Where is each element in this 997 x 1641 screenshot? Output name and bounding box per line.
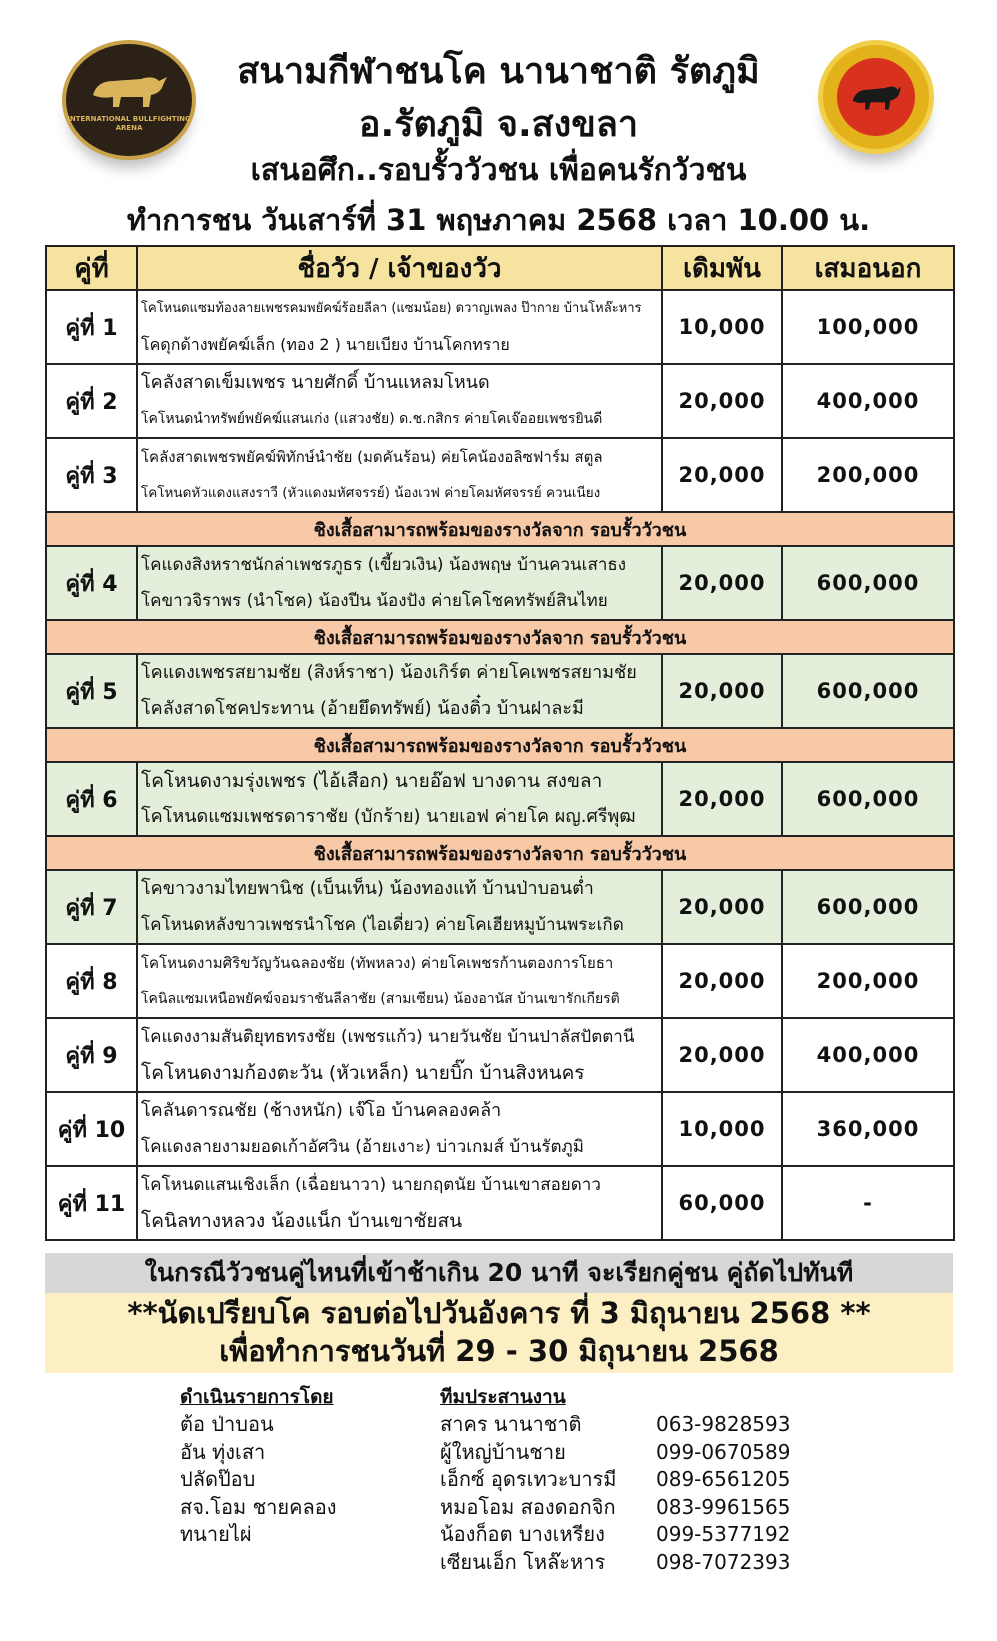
draw-amount: 600,000 — [782, 654, 954, 728]
draw-amount: 400,000 — [782, 1018, 954, 1092]
draw-amount: - — [782, 1166, 954, 1240]
organizer-name: ทนายไผ่ — [180, 1522, 252, 1546]
bull-red-corner: โคโหนดแสนเชิงเล็ก (เฉื่อยนาวา) นายกฤตนัย บ้านเขาสอยดาว — [141, 1175, 601, 1195]
bet-amount: 20,000 — [662, 654, 782, 728]
prize-text: ชิงเสื้อสามารถพร้อมของรางวัลจาก รอบรั้ววัวชน — [46, 620, 954, 654]
bet-amount: 20,000 — [662, 1018, 782, 1092]
table-row — [46, 1092, 954, 1166]
draw-amount: 600,000 — [782, 762, 954, 836]
bet-amount: 10,000 — [662, 1092, 782, 1166]
roprua-logo — [818, 40, 934, 154]
team-member — [440, 1411, 790, 1439]
bull-red-corner: โคแดงเพชรสยามชัย (สิงห์ราชา) น้องเกิร์ต ค่ายโคเพชรสยามชัย — [141, 662, 637, 683]
bull-names — [137, 654, 662, 728]
bull-blue-corner: โคนิลทางหลวง น้องแน็ก บ้านเขาชัยสน — [141, 1210, 463, 1232]
bull-names — [137, 1018, 662, 1092]
member-name: สาคร นานาชาติ — [440, 1412, 582, 1436]
draw-amount: 200,000 — [782, 438, 954, 512]
member-phone: 099-0670589 — [656, 1439, 791, 1464]
bet-amount: 20,000 — [662, 364, 782, 438]
bull-red-corner: โคโหนดงามศิริขวัญวันฉลองชัย (ทัพหลวง) ค่ายโคเพชรก้านตองการโยธา — [141, 954, 614, 972]
bull-blue-corner: โคแดงลายงามยอดเก้าอัศวิน (อ้ายเงาะ) บ่าวเกมส์ บ้านรัตภูมิ — [141, 1137, 584, 1157]
bet-amount: 20,000 — [662, 870, 782, 944]
draw-amount: 100,000 — [782, 290, 954, 364]
bet-amount: 60,000 — [662, 1166, 782, 1240]
bull-names — [137, 944, 662, 1018]
bull-red-corner: โคลังสาดเข็มเพชร นายศักดิ์ บ้านแหลมโหนด — [141, 372, 490, 393]
draw-amount: 360,000 — [782, 1092, 954, 1166]
next-round-notice — [45, 1293, 953, 1373]
bet-amount: 20,000 — [662, 438, 782, 512]
bull-names — [137, 438, 662, 512]
bull-blue-corner: โคนิลแซมเหนือพยัคฆ์จอมราชันลีลาชัย (สามเซียน) น้องอานัส บ้านเขารักเกียรติ — [141, 991, 620, 1007]
bull-blue-corner: โคขาวจิราพร (นำโชค) น้องปีน น้องปัง ค่ายโคโชคทรัพย์สินไทย — [141, 591, 608, 611]
prize-banner — [46, 512, 954, 546]
bull-names — [137, 762, 662, 836]
draw-amount: 200,000 — [782, 944, 954, 1018]
pair-number: คู่ที่ 3 — [46, 438, 137, 512]
member-phone: 099-5377192 — [656, 1522, 791, 1546]
late-notice: ในกรณีวัวชนคู่ไหนที่เข้าช้าเกิน 20 นาที จะเรียกคู่ชน คู่ถัดไปทันที — [45, 1253, 953, 1293]
bull-names — [137, 1166, 662, 1240]
table-row — [46, 290, 954, 364]
bull-names — [137, 1092, 662, 1166]
table-row — [46, 438, 954, 512]
pair-number: คู่ที่ 5 — [46, 654, 137, 728]
next-round-date: **นัดเปรียบโค รอบต่อไปวันอังคาร ที่ 3 มิถุนายน 2568 ** — [127, 1296, 871, 1330]
pair-number: คู่ที่ 8 — [46, 944, 137, 1018]
header — [0, 0, 997, 240]
bull-red-corner: โคโหนดงามรุ่งเพชร (ไอ้เสือก) นายอ๊อฟ บางดาน สงขลา — [141, 770, 603, 792]
prize-banner — [46, 620, 954, 654]
bull-red-corner: โคขาวงามไทยพานิช (เบ็นเท็น) น้องทองแท้ บ้านป่าบอนต่ำ — [141, 878, 594, 899]
bull-blue-corner: โคดุกด้างพยัคฆ์เล็ก (ทอง 2 ) นายเบียง บ้านโคกทราย — [141, 335, 510, 354]
prize-text: ชิงเสื้อสามารถพร้อมของรางวัลจาก รอบรั้ววัวชน — [46, 728, 954, 762]
bet-amount: 10,000 — [662, 290, 782, 364]
arena-logo-text: INTERNATIONAL BULLFIGHTING ARENA — [67, 115, 191, 132]
table-row — [46, 762, 954, 836]
pair-number: คู่ที่ 6 — [46, 762, 137, 836]
organizer-name: ต้อ ป่าบอน — [180, 1412, 274, 1436]
pair-number: คู่ที่ 1 — [46, 290, 137, 364]
team-member — [440, 1494, 790, 1522]
bull-blue-corner: โคโหนดหลังขาวเพชรนำโชค (ไอเดี่ยว) ค่ายโคเฮียหมูบ้านพระเกิด — [141, 915, 624, 935]
bull-names — [137, 364, 662, 438]
bet-amount: 20,000 — [662, 944, 782, 1018]
header-bet: เดิมพัน — [662, 246, 782, 290]
prize-banner — [46, 836, 954, 870]
team-member — [440, 1521, 790, 1549]
pair-number: คู่ที่ 7 — [46, 870, 137, 944]
table-row — [46, 944, 954, 1018]
organizers — [180, 1383, 337, 1549]
draw-amount: 400,000 — [782, 364, 954, 438]
bull-names — [137, 546, 662, 620]
team-member — [440, 1466, 790, 1494]
member-name: เซียนเอ็ก โหล๊ะหาร — [440, 1549, 606, 1574]
member-phone: 098-7072393 — [656, 1549, 791, 1574]
bull-icon — [849, 79, 903, 115]
table-row — [46, 364, 954, 438]
bull-names — [137, 870, 662, 944]
member-name: ผู้ใหญ่บ้านชาย — [440, 1439, 566, 1464]
organizer-name: สจ.โอม ชายคลอง — [180, 1494, 337, 1519]
bull-blue-corner: โคโหนดงามก้องตะวัน (หัวเหล็ก) นายบิ๊ก บ้านสิงหนคร — [141, 1062, 585, 1084]
pair-number: คู่ที่ 10 — [46, 1092, 137, 1166]
bull-blue-corner: โคโหนดหัวแดงแสงราวี (หัวแดงมหัศจรรย์) น้องเวฟ ค่ายโคมหัศจรรย์ ควนเนียง — [141, 485, 601, 501]
bull-blue-corner: โคโหนดแซมเพชรดาราชัย (บักร้าย) นายเอฟ ค่ายโค ผญ.ศรีพุฒ — [141, 806, 636, 827]
table-row — [46, 546, 954, 620]
pair-number: คู่ที่ 9 — [46, 1018, 137, 1092]
event-date: ทำการชน วันเสาร์ที่ 31 พฤษภาคม 2568 เวลา 10.00 น. — [126, 203, 871, 237]
member-phone: 063-9828593 — [656, 1412, 791, 1436]
pair-number: คู่ที่ 4 — [46, 546, 137, 620]
prize-banner — [46, 728, 954, 762]
header-bulls: ชื่อวัว / เจ้าของวัว — [137, 246, 662, 290]
pair-number: คู่ที่ 11 — [46, 1166, 137, 1240]
bet-amount: 20,000 — [662, 762, 782, 836]
prize-text: ชิงเสื้อสามารถพร้อมของรางวัลจาก รอบรั้ววัวชน — [46, 836, 954, 870]
bull-names — [137, 290, 662, 364]
table-row — [46, 654, 954, 728]
header-pair: คู่ที่ — [46, 246, 137, 290]
member-name: น้องก็อต บางเหรียง — [440, 1522, 605, 1546]
bull-blue-corner: โคโหนดนำทรัพย์พยัคฆ์แสนเก่ง (แสวงชัย) ด.ช.กสิกร ค่ายโคเจ๊ออยเพชรยินดี — [141, 411, 603, 427]
organizer-name: ปลัดป๊อบ — [180, 1467, 256, 1491]
table-row — [46, 870, 954, 944]
coordination-team — [440, 1383, 790, 1576]
table-row — [46, 1166, 954, 1240]
bull-red-corner: โคแดงสิงหราชนักล่าเพชรภูธร (เขี้ยวเงิน) น้องพฤษ บ้านควนเสาธง — [141, 555, 627, 575]
arena-location: อ.รัตภูมิ จ.สงขลา — [358, 104, 639, 145]
bull-blue-corner: โคลังสาดโชคประทาน (อ้ายยึดทรัพย์) น้องติ๋ว บ้านฝาละมี — [141, 698, 584, 719]
team-member — [440, 1439, 790, 1467]
member-phone: 089-6561205 — [656, 1467, 791, 1491]
bet-amount: 20,000 — [662, 546, 782, 620]
bull-red-corner: โคลังสาดเพชรพยัคฆ์พิทักษ์นำชัย (มดคันร้อน) ค่ยโคน้องอลิซฟาร์ม สตูล — [141, 448, 603, 466]
member-phone: 083-9961565 — [656, 1494, 791, 1519]
table-header-row — [46, 246, 954, 290]
match-table — [45, 245, 955, 1241]
next-fight-date: เพื่อทำการชนวันที่ 29 - 30 มิถุนายน 2568 — [219, 1334, 779, 1368]
organizer-name: อัน ทุ่งเสา — [180, 1439, 266, 1464]
draw-amount: 600,000 — [782, 870, 954, 944]
bull-red-corner: โคลันดารณชัย (ช้างหนัก) เจ๊โอ บ้านคลองคล้า — [141, 1100, 502, 1121]
event-subtitle: เสนอศึก..รอบรั้ววัวชน เพื่อคนรักวัวชน — [250, 153, 747, 188]
pair-number: คู่ที่ 2 — [46, 364, 137, 438]
bull-red-corner: โคแดงงามสันติยุทธทรงชัย (เพชรแก้ว) นายวันชัย บ้านปาลัสปัตตานี — [141, 1027, 635, 1047]
member-name: เอ็กซ์ อุดรเทวะบารมี — [440, 1467, 617, 1491]
prize-text: ชิงเสื้อสามารถพร้อมของรางวัลจาก รอบรั้ววัวชน — [46, 512, 954, 546]
draw-amount: 600,000 — [782, 546, 954, 620]
header-draw: เสมอนอก — [782, 246, 954, 290]
team-title: ทีมประสานงาน — [440, 1386, 566, 1408]
bull-red-corner: โคโหนดแซมท้องลายเพชรคมพยัคฆ์ร้อยลีลา (แซมน้อย) ดวาญเพลง ป๊ากาย บ้านโหล๊ะหาร — [141, 301, 642, 316]
table-row — [46, 1018, 954, 1092]
team-member — [440, 1549, 790, 1577]
member-name: หมอโอม สองดอกจิก — [440, 1494, 616, 1519]
organizers-title: ดำเนินรายการโดย — [180, 1386, 334, 1408]
arena-title: สนามกีฬาชนโค นานาชาติ รัตภูมิ — [237, 51, 760, 92]
